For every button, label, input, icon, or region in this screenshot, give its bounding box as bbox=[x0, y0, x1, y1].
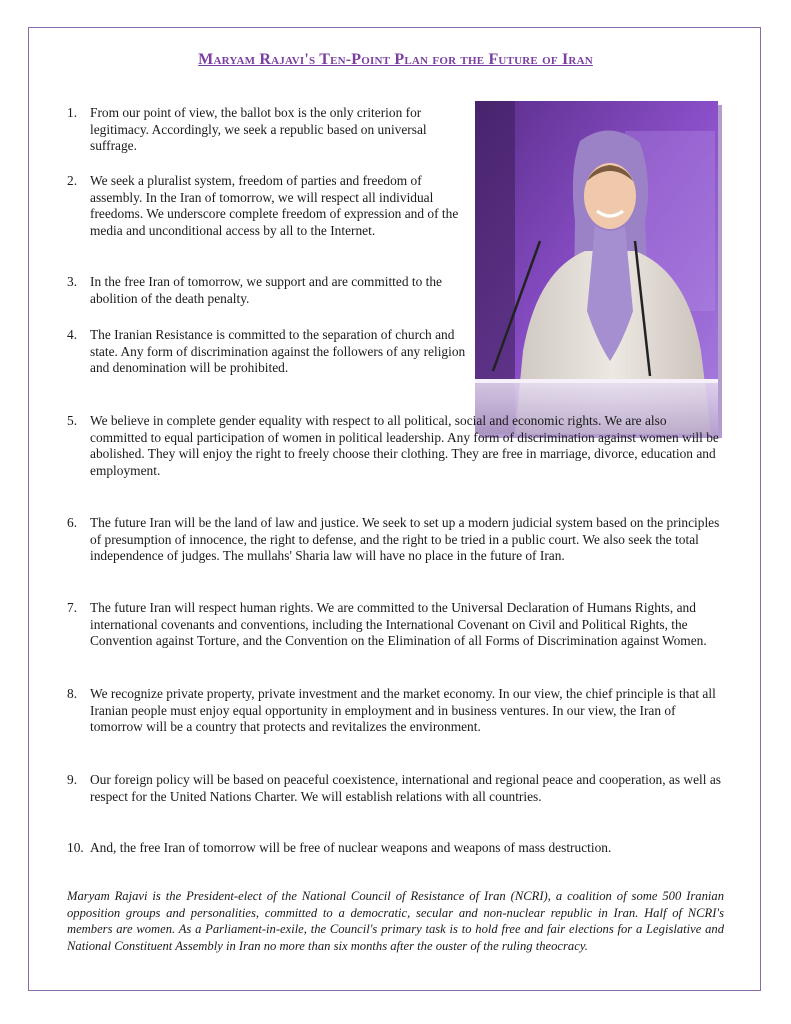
point-text: The future Iran will respect human rights. We are committed to the Universal Declaration of Humans Rights, and international covenants and conventions, including the International Covenant on Civil and Political Rights, the Convention against Torture, and the Convention on the Elimination of all Forms of Discrimination against Women. bbox=[90, 600, 707, 649]
speaker-photo bbox=[475, 101, 718, 434]
list-item bbox=[67, 772, 724, 805]
point-number: 10. bbox=[67, 840, 84, 855]
point-number: 5. bbox=[67, 413, 78, 428]
point-text: Our foreign policy will be based on peaceful coexistence, international and regional peace and cooperation, as well as respect for the United Nations Charter. We will establish relations with all countries. bbox=[90, 772, 721, 804]
point-text: In the free Iran of tomorrow, we support and are committed to the abolition of the death penalty. bbox=[90, 274, 443, 306]
point-number: 7. bbox=[67, 600, 78, 615]
point-text: The future Iran will be the land of law and justice. We seek to set up a modern judicial system based on the principles of presumption of innocence, the right to defense, and the right to be tried in a public court. We also seek the total independence of judges. The mullahs' Sharia law will have no place in the future of Iran. bbox=[90, 515, 720, 564]
list-item bbox=[67, 274, 467, 307]
point-number: 6. bbox=[67, 515, 78, 530]
point-number: 2. bbox=[67, 173, 78, 188]
point-number: 8. bbox=[67, 686, 78, 701]
list-item bbox=[67, 600, 724, 650]
list-item bbox=[67, 515, 724, 565]
footer-caption: Maryam Rajavi is the President-elect of the National Council of Resistance of Iran (NCRI), a coalition of some 500 Iranian opposition groups and personalities, committed to a democratic, secular and non-nuclear republic in Iran. Half of NCRI's members are women. As a Parliament-in-exile, the Council's primary task is to hold free and fair elections for a Legislative and National Constituent Assembly in Iran no more than six months after the ouster of the ruling theocracy. bbox=[67, 889, 724, 953]
list-item bbox=[67, 327, 467, 377]
point-text: We believe in complete gender equality with respect to all political, social and economic rights. We are also committed to equal participation of women in political leadership. Any form of discrimination against women will be abolished. They will enjoy the right to freely choose their clothing. They are free in marriage, divorce, education and employment. bbox=[90, 413, 719, 478]
list-item bbox=[67, 105, 467, 155]
list-item bbox=[67, 840, 724, 857]
point-number: 1. bbox=[67, 105, 78, 120]
page-title: Maryam Rajavi's Ten-Point Plan for the Future of Iran bbox=[198, 51, 593, 68]
list-item bbox=[67, 413, 724, 479]
point-text: We recognize private property, private investment and the market economy. In our view, the chief principle is that all Iranian people must enjoy equal opportunity in employment and in business ventures. In our view, the Iran of tomorrow will be a country that protects and revitalizes the environment. bbox=[90, 686, 716, 735]
point-text: And, the free Iran of tomorrow will be free of nuclear weapons and weapons of mass destruction. bbox=[90, 840, 612, 855]
point-number: 9. bbox=[67, 772, 78, 787]
point-text: We seek a pluralist system, freedom of parties and freedom of assembly. In the Iran of tomorrow, we will respect all individual freedoms. We underscore complete freedom of expression and of the media and unconditional access by all to the Internet. bbox=[90, 173, 459, 238]
point-text: The Iranian Resistance is committed to the separation of church and state. Any form of discrimination against the followers of any religion and denomination will be prohibited. bbox=[90, 327, 466, 376]
point-text: From our point of view, the ballot box is the only criterion for legitimacy. Accordingly, we seek a republic based on universal suffrage. bbox=[90, 105, 427, 154]
point-number: 3. bbox=[67, 274, 78, 289]
point-number: 4. bbox=[67, 327, 78, 342]
list-item bbox=[67, 686, 724, 736]
list-item bbox=[67, 173, 467, 239]
